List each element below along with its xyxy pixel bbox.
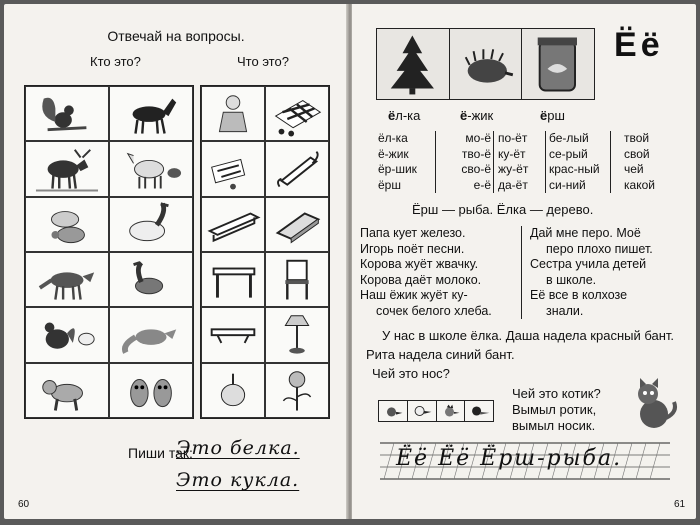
rooster-picture bbox=[25, 307, 109, 362]
checkers-board-picture bbox=[265, 86, 329, 141]
jar-with-fish-picture bbox=[522, 29, 594, 99]
onion-picture bbox=[201, 363, 265, 418]
syllable-column-2: мо-ё тво-ё сво-ё е-ё bbox=[444, 131, 494, 193]
right-page bbox=[352, 4, 696, 519]
kitten-rhyme: Чей это котик? Вымыл ротик, вымыл носик. bbox=[512, 386, 601, 433]
pig-picture bbox=[25, 197, 109, 252]
script-example-1: Это белка. bbox=[176, 437, 300, 459]
syllable-column-5: твой свой чей какой bbox=[624, 131, 655, 192]
doll-picture bbox=[201, 86, 265, 141]
goose-head-picture bbox=[408, 401, 437, 421]
reading-text-right: Дай мне перо. Моё перо плохо пишет. Сестра учила детей в школе. Её все в колхозе знали. bbox=[530, 226, 653, 318]
squirrel-picture bbox=[25, 86, 109, 141]
letter-pictures bbox=[376, 28, 595, 100]
key-word-3: ёрш bbox=[540, 108, 565, 123]
script-example-2: Это кукла. bbox=[176, 469, 300, 491]
horse-picture bbox=[109, 86, 193, 141]
owls-picture bbox=[109, 363, 193, 418]
page-number-left: 60 bbox=[18, 499, 30, 510]
page-number-right: 61 bbox=[674, 499, 686, 510]
goose-picture bbox=[109, 197, 193, 252]
page-heading: Отвечай на вопросы. bbox=[107, 28, 245, 44]
table-picture bbox=[201, 252, 265, 307]
animals-grid bbox=[24, 85, 194, 419]
dominoes-picture bbox=[201, 141, 265, 196]
sled-picture bbox=[265, 141, 329, 196]
syllable-column-3: по-ёт ку-ёт жу-ёт да-ёт bbox=[498, 131, 546, 193]
question-what: Что это? bbox=[237, 54, 289, 69]
write-instruction: Пиши так: bbox=[128, 445, 193, 461]
fir-tree-picture bbox=[377, 29, 450, 99]
shelf-picture bbox=[201, 307, 265, 362]
left-page bbox=[4, 4, 348, 519]
copybook-script: Ёё Ёё Ёрш-рыба. bbox=[396, 446, 623, 471]
sled-large-picture bbox=[201, 197, 265, 252]
syllable-column-1: ёл-ка ё-жик ёр-шик ёрш bbox=[378, 131, 436, 193]
chair-picture bbox=[265, 252, 329, 307]
question-who: Кто это? bbox=[90, 54, 141, 69]
key-word-1: ёл-ка bbox=[388, 108, 421, 123]
example-sentence: Ёрш — рыба. Ёлка — дерево. bbox=[412, 202, 594, 217]
big-letters: Ёё bbox=[614, 26, 664, 64]
key-word-2: ё-жик bbox=[460, 108, 494, 123]
wolf-picture bbox=[25, 252, 109, 307]
reading-paragraph: У нас в школе ёлка. Даша надела красный бант. Рита надела синий бант. bbox=[366, 328, 675, 362]
hedgehog-picture bbox=[450, 29, 523, 99]
objects-grid bbox=[200, 85, 330, 419]
goat-picture bbox=[109, 141, 193, 196]
book-picture bbox=[265, 197, 329, 252]
kitten-picture bbox=[618, 374, 682, 434]
moose-picture bbox=[25, 141, 109, 196]
poppy-picture bbox=[265, 363, 329, 418]
duck-head-picture bbox=[465, 401, 493, 421]
syllable-column-4: бе-лый се-рый крас-ный си-ний bbox=[549, 131, 611, 193]
reading-text-left: Папа кует железо. Игорь поёт песни. Корова жуёт жвачку. Корова даёт молоко. Наш ёжик жуёт ку- сочек белого хлеба. bbox=[360, 226, 522, 319]
fox-picture bbox=[109, 307, 193, 362]
hen-head-picture bbox=[437, 401, 466, 421]
lynx-picture bbox=[25, 363, 109, 418]
duck-picture bbox=[109, 252, 193, 307]
bird-heads-strip bbox=[378, 400, 494, 422]
rooster-head-picture bbox=[379, 401, 408, 421]
lamp-picture bbox=[265, 307, 329, 362]
whose-nose-question: Чей это нос? bbox=[372, 366, 450, 381]
